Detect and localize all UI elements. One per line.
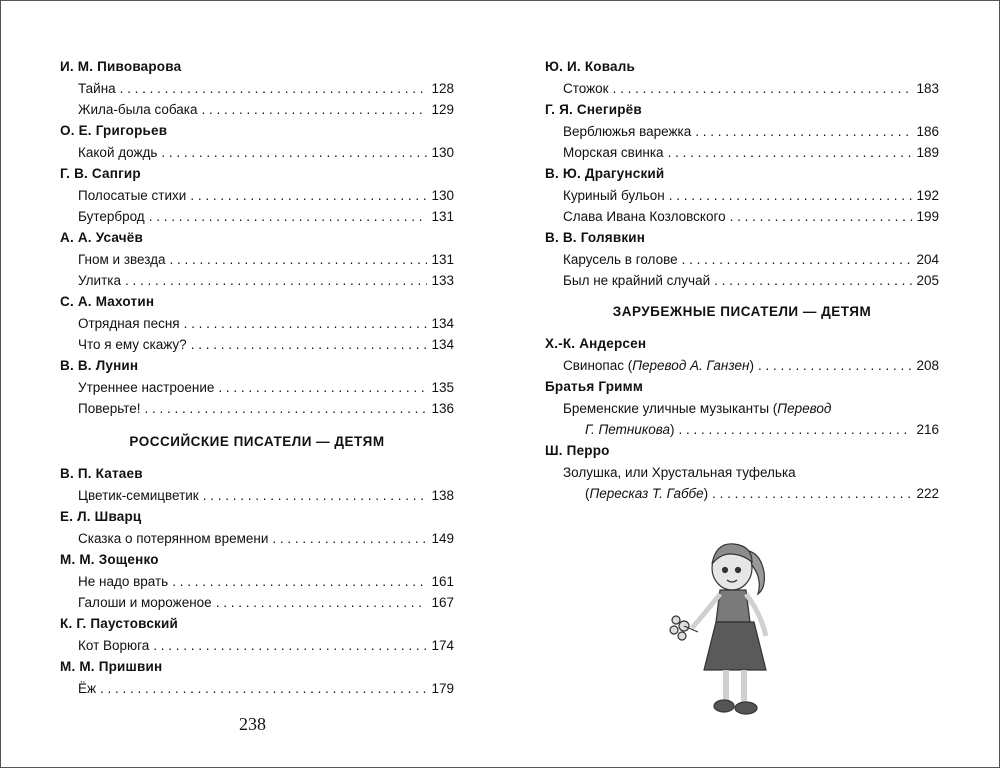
toc-entry	[60, 206, 454, 227]
entry-page: 134	[431, 316, 454, 331]
toc-entry	[60, 592, 454, 613]
entry-page: 134	[431, 337, 454, 352]
toc-entry	[60, 78, 454, 99]
entry-title: Куриный бульон	[563, 188, 665, 203]
toc-entry	[545, 206, 939, 227]
entry-title: Утреннее настроение	[78, 380, 215, 395]
dot-leader	[172, 571, 427, 592]
entry-title: Галоши и мороженое	[78, 595, 212, 610]
entry-page: 131	[431, 209, 454, 224]
entry-title: Полосатые стихи	[78, 188, 187, 203]
dot-leader	[669, 185, 913, 206]
toc-entry	[60, 485, 454, 506]
toc-entry	[60, 249, 454, 270]
section-heading: РОССИЙСКИЕ ПИСАТЕЛИ — ДЕТЯМ	[129, 434, 385, 449]
toc-entry	[60, 678, 454, 699]
dot-leader	[682, 249, 913, 270]
entry-page: 131	[431, 252, 454, 267]
right-column	[545, 56, 939, 504]
author-name: Г. Я. Снегирёв	[545, 102, 642, 117]
dot-leader	[272, 528, 427, 549]
toc-entry	[545, 355, 939, 376]
entry-page: 167	[431, 595, 454, 610]
dot-leader	[668, 142, 913, 163]
entry-title: Верблюжья варежка	[563, 124, 692, 139]
entry-title: Отрядная песня	[78, 316, 180, 331]
toc-entry	[545, 270, 939, 291]
toc-entry	[545, 78, 939, 99]
girl-illustration	[662, 530, 792, 720]
page-number: 238	[239, 714, 266, 734]
entry-title: Морская свинка	[563, 145, 664, 160]
entry-page: 130	[431, 145, 454, 160]
dot-leader	[190, 185, 427, 206]
toc-entry	[60, 528, 454, 549]
entry-page: 189	[916, 145, 939, 160]
entry-page: 135	[431, 380, 454, 395]
author-name: М. М. Пришвин	[60, 659, 163, 674]
entry-title: Что я ему скажу?	[78, 337, 187, 352]
author-name: К. Г. Паустовский	[60, 616, 179, 631]
entry-page: 136	[431, 401, 454, 416]
entry-title: Поверьте!	[78, 401, 141, 416]
entry-page: 133	[431, 273, 454, 288]
dot-leader	[191, 334, 428, 355]
toc-entry	[60, 377, 454, 398]
entry-title: Тайна	[78, 81, 116, 96]
entry-title: Г. Петникова)	[585, 422, 675, 437]
author-name: Г. В. Сапгир	[60, 166, 141, 181]
toc-entry-line2	[545, 419, 939, 440]
author-name: Х.-К. Андерсен	[545, 336, 647, 351]
dot-leader	[758, 355, 913, 376]
entry-page: 199	[916, 209, 939, 224]
translator-credit: Перевод А. Ганзен	[632, 358, 750, 373]
dot-leader	[730, 206, 913, 227]
entry-title: Свинопас (Перевод А. Ганзен)	[563, 358, 754, 373]
entry-page: 186	[916, 124, 939, 139]
dot-leader	[120, 78, 428, 99]
toc-entry	[545, 185, 939, 206]
entry-title: Слава Ивана Козловского	[563, 209, 726, 224]
toc-entry-line2	[545, 483, 939, 504]
entry-title: Ёж	[78, 681, 97, 696]
entry-page: 129	[431, 102, 454, 117]
entry-page: 128	[431, 81, 454, 96]
entry-title: Цветик-семицветик	[78, 488, 199, 503]
dot-leader	[216, 592, 428, 613]
dot-leader	[613, 78, 913, 99]
entry-title: Жила-была собака	[78, 102, 198, 117]
entry-page: 130	[431, 188, 454, 203]
author-name: Е. Л. Шварц	[60, 509, 142, 524]
entry-title: Бременские уличные музыканты (Перевод	[563, 401, 832, 416]
toc-entry	[60, 313, 454, 334]
author-name: И. М. Пивоварова	[60, 59, 182, 74]
entry-title: Сказка о потерянном времени	[78, 531, 269, 546]
dot-leader	[678, 419, 912, 440]
dot-leader	[153, 635, 427, 656]
entry-page: 138	[431, 488, 454, 503]
entry-title: Не надо врать	[78, 574, 169, 589]
entry-title: Стожок	[563, 81, 609, 96]
entry-page: 174	[431, 638, 454, 653]
author-name: А. А. Усачёв	[60, 230, 143, 245]
entry-page: 222	[916, 486, 939, 501]
entry-page: 208	[916, 358, 939, 373]
entry-page: 205	[916, 273, 939, 288]
toc-entry	[545, 249, 939, 270]
toc-entry	[60, 270, 454, 291]
entry-page: 192	[916, 188, 939, 203]
section-heading: ЗАРУБЕЖНЫЕ ПИСАТЕЛИ — ДЕТЯМ	[612, 304, 872, 319]
dot-leader	[202, 99, 428, 120]
entry-title: Гном и звезда	[78, 252, 166, 267]
entry-title: Какой дождь	[78, 145, 158, 160]
entry-title: Был не крайний случай	[563, 273, 711, 288]
toc-entry	[545, 121, 939, 142]
toc-entry-line1	[545, 398, 939, 419]
toc-entry-line1	[545, 462, 939, 483]
entry-page: 161	[431, 574, 454, 589]
dot-leader	[125, 270, 427, 291]
toc-entry	[545, 142, 939, 163]
author-name: М. М. Зощенко	[60, 552, 159, 567]
dot-leader	[100, 678, 427, 699]
toc-entry	[60, 142, 454, 163]
entry-page: 179	[431, 681, 454, 696]
dot-leader	[203, 485, 428, 506]
toc-entry	[60, 334, 454, 355]
entry-title: Кот Ворюга	[78, 638, 150, 653]
toc-entry	[60, 571, 454, 592]
dot-leader	[149, 206, 428, 227]
dot-leader	[184, 313, 428, 334]
dot-leader	[218, 377, 427, 398]
author-name: Братья Гримм	[545, 379, 644, 394]
toc-entry	[60, 99, 454, 120]
entry-page: 216	[916, 422, 939, 437]
entry-title: Улитка	[78, 273, 121, 288]
translator-credit: Перевод	[777, 401, 832, 416]
dot-leader	[714, 270, 912, 291]
entry-title: Золушка, или Хрустальная туфелька	[563, 465, 796, 480]
author-name: В. В. Лунин	[60, 358, 139, 373]
entry-page: 204	[916, 252, 939, 267]
entry-page: 149	[431, 531, 454, 546]
toc-entry	[60, 635, 454, 656]
entry-title: Карусель в голове	[563, 252, 678, 267]
toc-entry	[60, 398, 454, 419]
dot-leader	[145, 398, 428, 419]
author-name: В. Ю. Драгунский	[545, 166, 665, 181]
dot-leader	[712, 483, 912, 504]
author-name: О. Е. Григорьев	[60, 123, 168, 138]
author-name: В. П. Катаев	[60, 466, 143, 481]
toc-entry	[60, 185, 454, 206]
entry-title: (Пересказ Т. Габбе)	[585, 486, 709, 501]
author-name: Ю. И. Коваль	[545, 59, 636, 74]
dot-leader	[170, 249, 428, 270]
author-name: Ш. Перро	[545, 443, 610, 458]
dot-leader	[161, 142, 427, 163]
translator-credit: Г. Петникова	[585, 422, 670, 437]
translator-credit: Пересказ Т. Габбе	[589, 486, 704, 501]
author-name: В. В. Голявкин	[545, 230, 646, 245]
dot-leader	[695, 121, 912, 142]
entry-title: Бутерброд	[78, 209, 145, 224]
left-column	[60, 56, 454, 699]
entry-page: 183	[916, 81, 939, 96]
author-name: С. А. Махотин	[60, 294, 155, 309]
